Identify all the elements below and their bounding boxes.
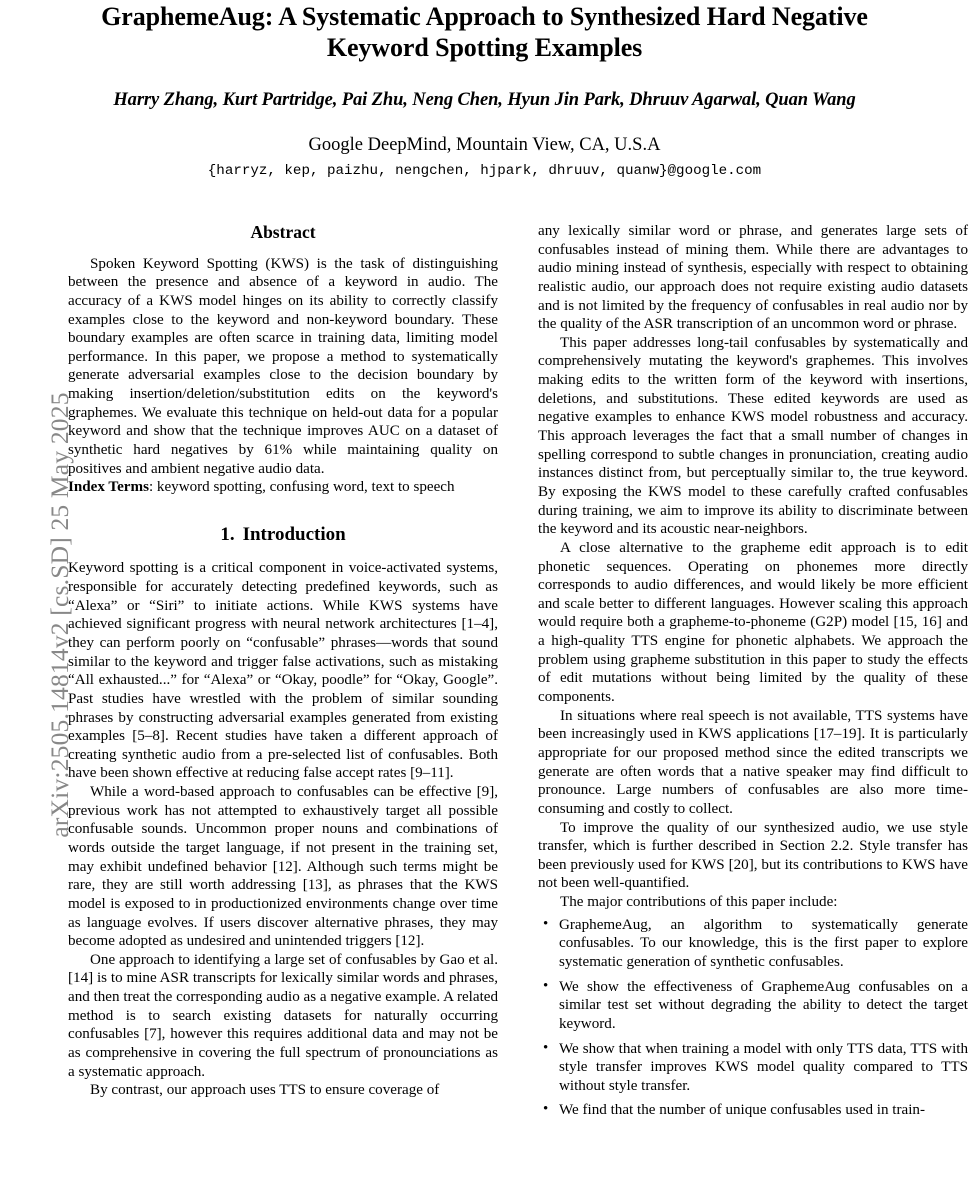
- bullet-icon: •: [543, 1039, 549, 1056]
- intro-paragraph-7: In situations where real speech is not available, TTS systems have been increasingly used in KWS applications [17–19]. It is particularly appropriate for our proposed method since the edited transcripts we generate are often words that a native speaker may find difficult to pronounce. Large numbers of confusables are also more time-consuming and costly to collect.: [538, 707, 968, 817]
- section-number: 1.: [220, 523, 235, 545]
- intro-paragraph-4: By contrast, our approach uses TTS to ensure coverage of: [90, 1082, 440, 1099]
- email-line: {harryz, kep, paizhu, nengchen, hjpark, dhruuv, quanw}@google.com: [207, 163, 762, 180]
- paper-header: [62, 0, 907, 179]
- author-list: Harry Zhang, Kurt Partridge, Pai Zhu, Neng Chen, Hyun Jin Park, Dhruuv Agarwal, Quan Wang: [113, 90, 856, 111]
- index-terms-value: : keyword spotting, confusing word, text to speech: [148, 479, 455, 496]
- column-left: [68, 222, 498, 1100]
- list-item-text: We find that the number of unique confusables used in train-: [559, 1102, 925, 1119]
- list-item: [538, 1040, 968, 1096]
- bullet-icon: •: [543, 1101, 549, 1118]
- column-right: [538, 222, 968, 1120]
- list-item: [538, 916, 968, 972]
- abstract-body: Spoken Keyword Spotting (KWS) is the task of distinguishing between the presence and absence of a keyword in audio. The accuracy of a KWS model hinges on its ability to correctly classify examples close to the keyword and non-keyword boundary. These boundary examples are often scarce in training data, limiting model performance. In this paper, we propose a method to systematically generate adversarial examples close to the decision boundary by making insertion/deletion/substitution edits on the keyword's graphemes. We evaluate this technique on held-out data for a popular keyword and show that the technique improves AUC on a dataset of synthetic hard negatives by 61% while maintaining quality on positives and ambient negative audio data.: [68, 255, 498, 477]
- intro-paragraph-3: One approach to identifying a large set of confusables by Gao et al. [14] is to mine ASR transcripts for lexically similar words and phrases, and then treat the corresponding audio as a negative example. A related method is to search existing datasets for naturally occurring confusables [7], however this requires additional data and may not be as comprehensive in covering the full spectrum of pronounciations as a systematic approach.: [68, 951, 499, 1080]
- index-terms: [68, 478, 498, 497]
- bullet-icon: •: [543, 977, 549, 994]
- list-item-text: We show that when training a model with only TTS data, TTS with style transfer improves KWS model quality compared to TTS without style transfer.: [559, 1040, 968, 1094]
- arxiv-stamp-text: arXiv:2505.14814v2 [cs.SD] 25 May 2025: [45, 392, 74, 838]
- abstract-heading: Abstract: [250, 222, 316, 242]
- page-title: GraphemeAug: A Systematic Approach to Synthesized Hard Negative Keyword Spotting Examples: [101, 2, 868, 62]
- intro-paragraph-2: While a word-based approach to confusables can be effective [9], previous work has not attempted to exhaustively target all possible confusable sounds. Uncommon proper nouns and combinations of words outside the target language, if not present in the training set, may exhibit undefined behavior [12]. Although such terms might be rare, they are still worth addressing [13], as phrases that the KWS model is exposed to in productionized environments change over time as language evolves. If users discover alternative phrases, they may become adopted as undesired and unintended triggers [12].: [68, 784, 498, 950]
- contributions-list: [538, 916, 968, 1120]
- intro-paragraph-5: This paper addresses long-tail confusables by systematically and comprehensively mutating the keyword's graphemes. This involves making edits to the written form of the keyword with insertions, deletions, and substitutions. These edited keywords are used as negative examples to enhance KWS model robustness and accuracy. This approach leverages the fact that a small number of changes in spelling correspond to subtle changes in pronunciation, creating audio instances distinct from, but perceptually similar to, the true keyword. By exposing the KWS model to these carefully crafted confusables during training, we aim to improve its ability to discriminate between the keyword and its acoustic near-neighbors.: [538, 334, 968, 538]
- introduction-heading: [68, 523, 498, 546]
- contributions-lead-in: The major contributions of this paper include:: [560, 894, 838, 911]
- affiliation: Google DeepMind, Mountain View, CA, U.S.A: [308, 135, 661, 156]
- list-item-text: We show the effectiveness of GraphemeAug confusables on a similar test set without degrading the ability to detect the target keyword.: [559, 978, 968, 1032]
- section-title: Introduction: [242, 523, 346, 545]
- intro-paragraph-4-cont: any lexically similar word or phrase, and generates large sets of confusables instead of mining them. While there are advantages to audio mining instead of synthesis, especially with respect to obtaining realistic audio, our approach does not require existing audio datasets and is not limited by the frequency of confusables in real audio nor by the quality of the ASR transcription of an uncommon word or phrase.: [538, 223, 968, 333]
- list-item: [538, 978, 968, 1034]
- list-item: [538, 1101, 968, 1120]
- intro-paragraph-1: Keyword spotting is a critical component in voice-activated systems, responsible for accurately detecting predefined keywords, such as “Alexa” or “Siri” to initiate actions. While KWS systems have achieved significant progress with neural network architectures [1–4], they can perform poorly on “confusable” phrases—words that sound similar to the keyword and trigger false activations, such as mistaking “All exhausted...” for “Alexa” or “Okay, poodle” for “Okay, Google”. Past studies have wrestled with the problem of similar sounding phrases by constructing adversarial examples generated from existing examples [5–8]. Recent studies have taken a different approach of creating synthetic audio from a pre-selected list of confusables. Both have been shown effective at reducing false accept rates [9–11].: [68, 560, 498, 782]
- bullet-icon: •: [543, 915, 549, 932]
- list-item-text: GraphemeAug, an algorithm to systematically generate confusables. To our knowledge, this is the first paper to explore systematic generation of synthetic confusables.: [559, 916, 968, 970]
- index-terms-label: Index Terms: [68, 479, 149, 496]
- intro-paragraph-6: A close alternative to the grapheme edit approach is to edit phonetic sequences. Operating on phonemes more directly corresponds to audio differences, and would likely be more efficient and scale better to different languages. However scaling this approach would require both a grapheme-to-phoneme (G2P) model [15, 16] and a high-quality TTS engine for phonetic alphabets. We approach the problem using grapheme substitution in this paper to study the effects of edit mutations without being limited by the quality of these components.: [538, 539, 968, 706]
- intro-paragraph-8: To improve the quality of our synthesized audio, we use style transfer, which is further described in Section 2.2. Style transfer has been previously used for KWS [20], but its contributions to KWS have not been well-quantified.: [538, 819, 968, 892]
